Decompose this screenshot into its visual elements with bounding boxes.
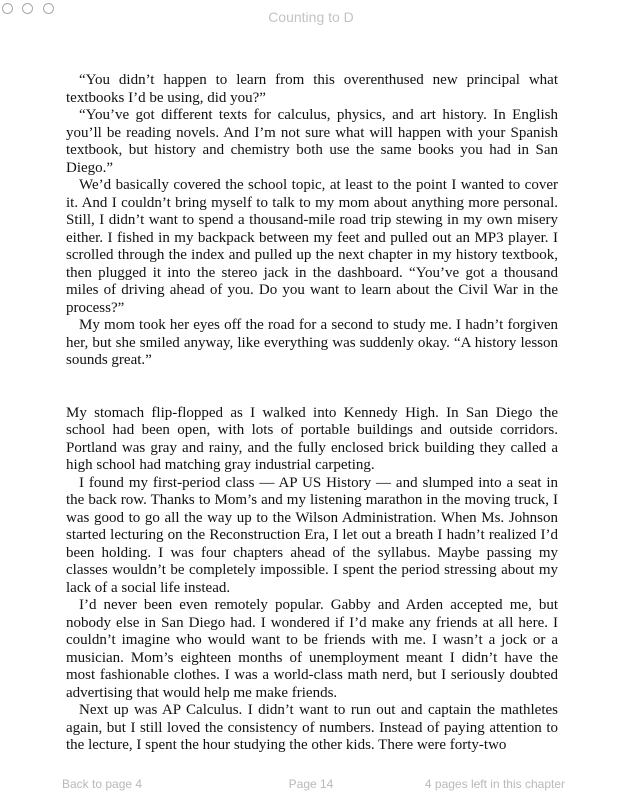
window-title: Counting to D <box>268 9 354 25</box>
paragraph: “You’ve got different texts for calculus, physics, and art history. In English you’ll be reading novels. And I’m not sure what will happen with your Spanish textbook, but history and chemistry both use the same books you had in San Diego.” <box>66 107 558 176</box>
paragraph: I found my first-period class — AP US History — and slumped into a seat in the back row. Thanks to Mom’s and my listening marathon in the moving truck, I was good to go all the way up to the Wilson Administration. When Ms. Johnson started lecturing on the Reconstruction Era, I let out a breath I hadn’t realized I’d been holding. I was four chapters ahead of the syllabus. Maybe passing my classes wouldn’t be completely impossible. I spent the period stressing about my lack of a social life instead. <box>66 474 558 596</box>
paragraph: “You didn’t happen to learn from this overenthused new principal what textbooks I’d be using, did you?” <box>66 72 558 106</box>
page-number: Page 14 <box>288 777 334 791</box>
paragraph: My mom took her eyes off the road for a second to study me. I hadn’t forgiven her, but she smiled anyway, like everything was suddenly okay. “A history lesson sounds great.” <box>66 317 558 368</box>
pages-left-indicator: 4 pages left in this chapter <box>424 777 565 791</box>
book-page-text <box>66 72 558 755</box>
paragraph: My stomach flip-flopped as I walked into Kennedy High. In San Diego the school had been open, with lots of portable buildings and outside corridors. Portland was gray and rainy, and the fully enclosed brick building they called a high school had matching gray industrial carpeting. <box>66 404 558 473</box>
paragraph: We’d basically covered the school topic, at least to the point I wanted to cover it. And I couldn’t bring myself to talk to my mom about anything more personal. Still, I didn’t want to spend a thousand-mile road trip stewing in my own misery either. I fished in my backpack between my feet and pulled out an MP3 player. I scrolled through the index and pulled up the next chapter in my history textbook, then plugged it into the stereo jack in the dashboard. “You’ve got a thousand miles of driving ahead of you. Do you want to learn about the Civil War in the process?” <box>66 177 558 316</box>
back-to-page-link[interactable]: Back to page 4 <box>62 777 143 791</box>
section-break <box>66 370 558 405</box>
paragraph: I’d never been even remotely popular. Gabby and Arden accepted me, but nobody else in San Diego had. I wondered if I’d make any friends at all here. I couldn’t imagine who would want to be friends with me. I wasn’t a jock or a musician. Mom’s eighteen months of unemployment meant I didn’t have the most fashionable clothes. I was a world-class math nerd, but I seriously doubted advertising that would help me make friends. <box>66 597 558 701</box>
title-bar <box>0 0 622 36</box>
paragraph: Next up was AP Calculus. I didn’t want to run out and captain the mathletes again, but I still loved the consistency of numbers. Instead of paying attention to the lecture, I spent the hour studying the other kids. There were forty-two <box>66 702 558 753</box>
